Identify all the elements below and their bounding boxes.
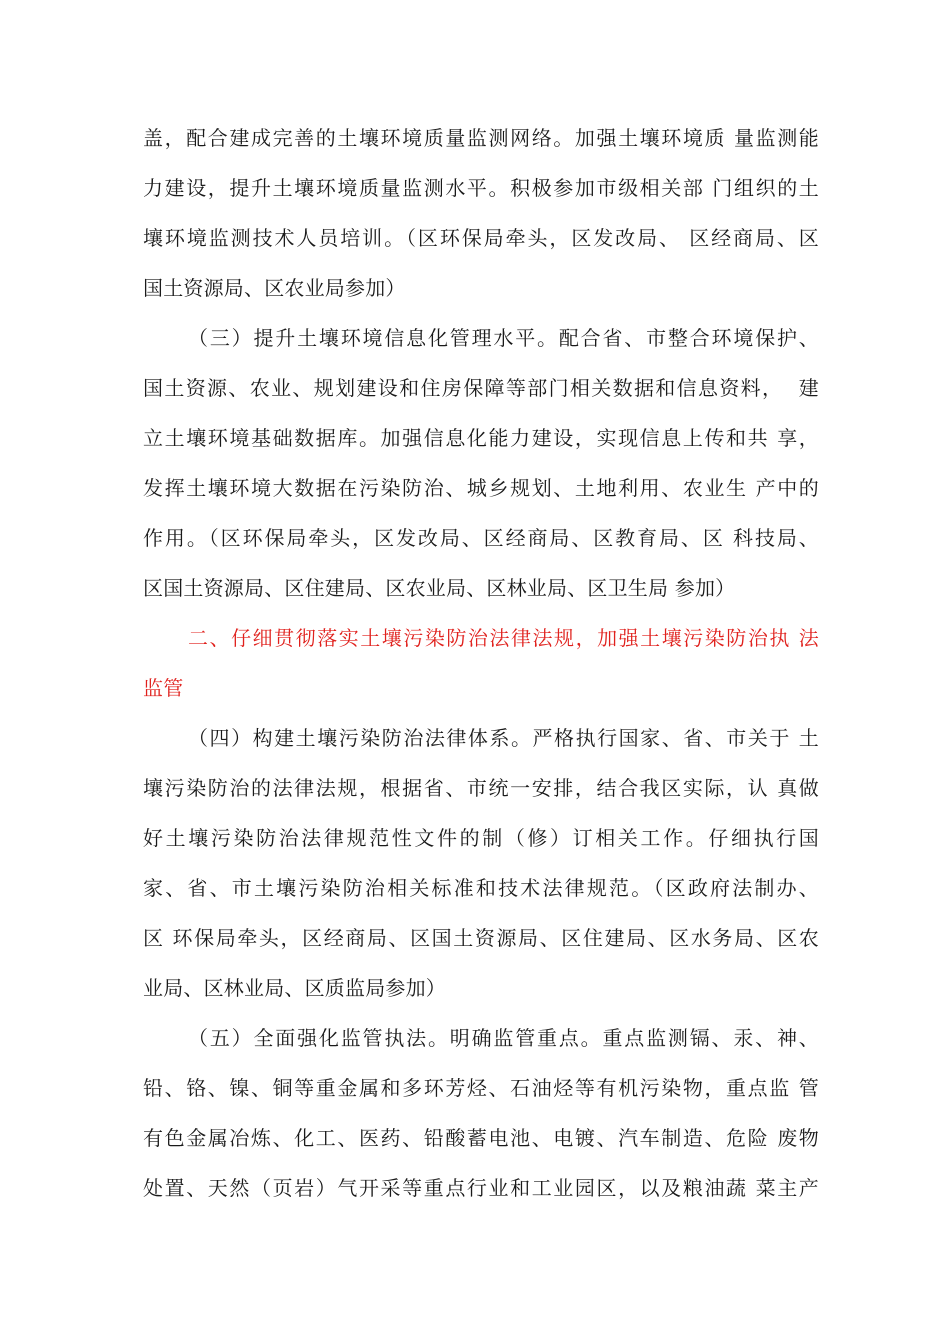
section-heading-line: 监管 — [143, 676, 184, 700]
text-line: 作用。（区环保局牵头，区发改局、区经商局、区教育局、区 科技局、 — [143, 526, 819, 550]
text-line: 区国土资源局、区住建局、区农业局、区林业局、区卫生局 参加） — [143, 576, 736, 600]
text-line: 国土资源、农业、规划建设和住房保障等部门相关数据和信息资料， 建 — [143, 376, 819, 400]
text-line: 处置、天然（页岩）气开采等重点行业和工业园区，以及粮油蔬 菜主产 — [143, 1176, 819, 1200]
text-line: 国土资源局、区农业局参加） — [143, 276, 406, 300]
text-line: 铅、铬、镍、铜等重金属和多环芳烃、石油烃等有机污染物，重点监 管 — [143, 1076, 819, 1100]
text-line: 壤环境监测技术人员培训。（区环保局牵头，区发改局、 区经商局、区 — [143, 226, 819, 250]
text-line: 好土壤污染防治法律规范性文件的制（修）订相关工作。仔细执行国 — [143, 826, 819, 850]
text-line: 壤污染防治的法律法规，根据省、市统一安排，结合我区实际，认 真做 — [143, 776, 819, 800]
section-heading-line: 二、仔细贯彻落实土壤污染防治法律法规，加强土壤污染防治执 法 — [188, 626, 819, 650]
paragraph-start-line: （三）提升土壤环境信息化管理水平。配合省、市整合环境保护、 — [188, 326, 819, 350]
text-line: 家、省、市土壤污染防治相关标准和技术法律规范。（区政府法制办、 — [143, 876, 819, 900]
text-line: 发挥土壤环境大数据在污染防治、城乡规划、土地利用、农业生 产中的 — [143, 476, 819, 500]
paragraph-start-line: （五）全面强化监管执法。明确监管重点。重点监测镉、汞、神、 — [188, 1026, 819, 1050]
text-line: 业局、区林业局、区质监局参加） — [143, 976, 446, 1000]
text-line: 有色金属冶炼、化工、医药、铅酸蓄电池、电镀、汽车制造、危险 废物 — [143, 1126, 819, 1150]
text-line: 盖，配合建成完善的土壤环境质量监测网络。加强土壤环境质 量监测能 — [143, 126, 819, 150]
text-line: 区 环保局牵头，区经商局、区国土资源局、区住建局、区水务局、区农 — [143, 926, 819, 950]
paragraph-start-line: （四）构建土壤污染防治法律体系。严格执行国家、省、市关于 土 — [188, 726, 819, 750]
text-line: 力建设，提升土壤环境质量监测水平。积极参加市级相关部 门组织的土 — [143, 176, 819, 200]
text-line: 立土壤环境基础数据库。加强信息化能力建设，实现信息上传和共 享， — [143, 426, 819, 450]
